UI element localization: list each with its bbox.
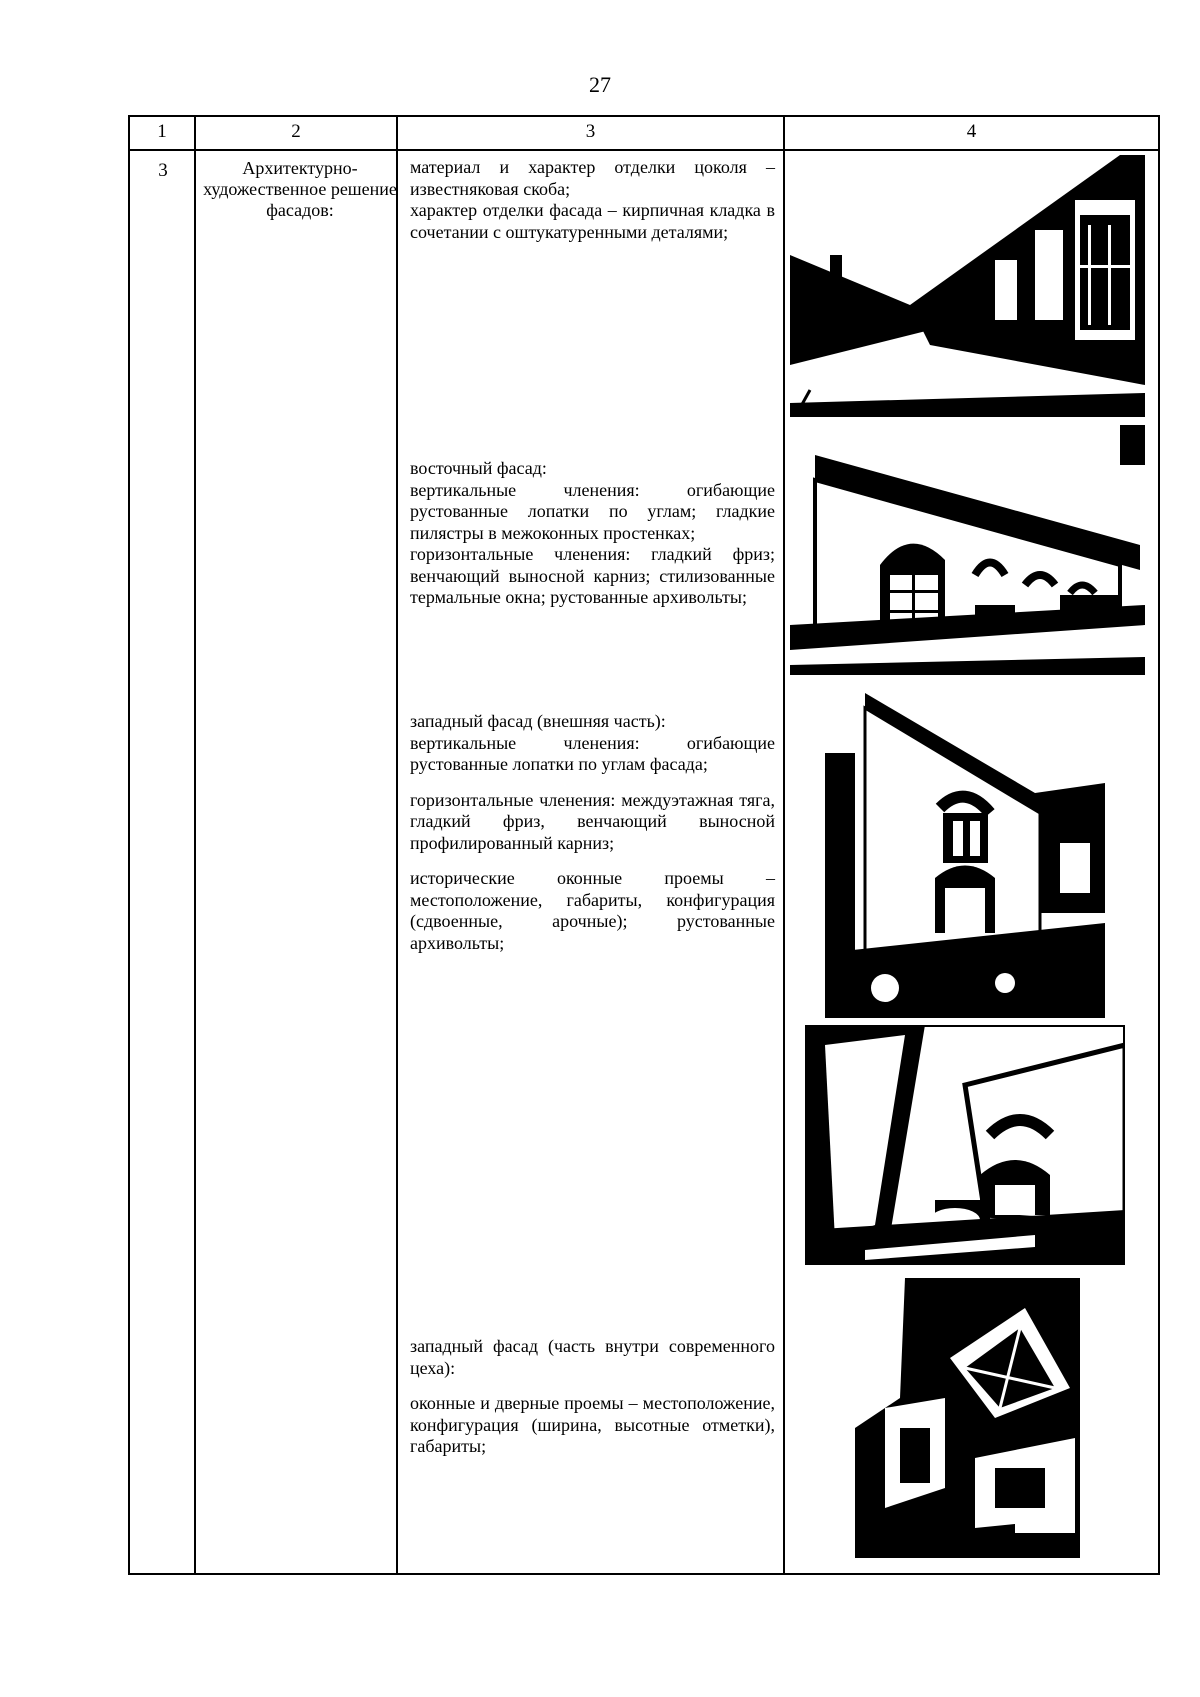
text-block-west-facade-outer <box>410 711 775 954</box>
row-name: Архитектурно-художественное решение фасадов: <box>203 158 397 220</box>
text-block-west-facade-inner <box>410 1336 775 1458</box>
photo-west-facade-car <box>805 1025 1125 1265</box>
text-block-east-facade <box>410 458 775 609</box>
paragraph: западный фасад (часть внутри современного цеха): <box>410 1336 775 1378</box>
row-number: 3 <box>158 160 168 181</box>
paragraph: восточный фасад: <box>410 458 547 478</box>
photo-west-facade-outer <box>825 693 1105 1018</box>
column-header-3: 3 <box>585 121 596 142</box>
page-number: 27 <box>589 72 611 97</box>
paragraph: горизонтальные членения: гладкий фриз; венчающий выносной карниз; стилизованные термальные окна; рустованные архивольты; <box>410 544 775 607</box>
paragraph: материал и характер отделки цоколя – известняковая скоба; <box>410 157 775 199</box>
column-header-1: 1 <box>157 121 167 142</box>
paragraph: вертикальные членения: огибающие рустованные лопатки по углам; гладкие пилястры в межоконных простенках; <box>410 479 775 543</box>
paragraph: вертикальные членения: огибающие рустованные лопатки по углам фасада; <box>410 732 775 774</box>
table-col-divider-3 <box>783 115 785 1575</box>
paragraph: оконные и дверные проемы – местоположение, конфигурация (ширина, высотные отметки), габариты; <box>410 1393 775 1456</box>
table-border-bottom <box>128 1573 1160 1575</box>
table-col-divider-2 <box>396 115 398 1575</box>
text-block-finishing <box>410 157 775 243</box>
table-border-left <box>128 115 130 1575</box>
column-header-4: 4 <box>966 121 977 142</box>
table-col-divider-1 <box>194 115 196 1575</box>
column-header-2: 2 <box>291 121 301 142</box>
paragraph: западный фасад (внешняя часть): <box>410 711 666 731</box>
paragraph: горизонтальные членения: междуэтажная тяга, гладкий фриз, венчающий выносной профилированный карниз; <box>410 789 775 853</box>
paragraph: исторические оконные проемы – местоположение, габариты, конфигурация (сдвоенные, арочные); рустованные архивольты; <box>410 868 775 953</box>
paragraph: характер отделки фасада – кирпичная кладка в сочетании с оштукатуренными деталями; <box>410 200 775 242</box>
photo-street-facade <box>790 155 1145 417</box>
photo-east-facade <box>790 425 1145 675</box>
photo-west-facade-inner <box>855 1278 1080 1558</box>
table-border-right <box>1158 115 1160 1575</box>
table-header-divider <box>128 149 1160 151</box>
